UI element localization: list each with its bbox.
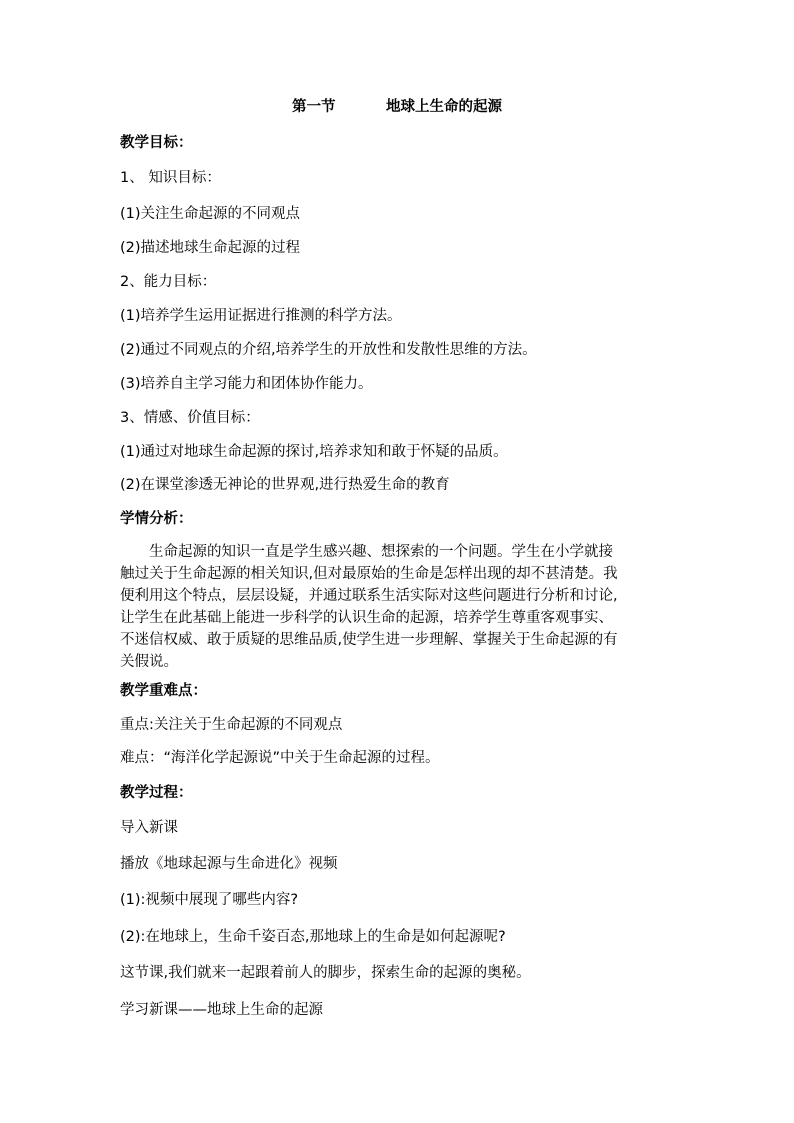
process-line: (1):视频中展现了哪些内容? [120, 892, 299, 908]
emotion-item-1: (1)通过对地球生命起源的探讨,培养求知和敢于怀疑的品质。 [120, 444, 508, 460]
analysis-line: 不迷信权威、敢于质疑的思维品质,使学生进一步理解、掌握关于生命起源的有 [120, 632, 618, 648]
ability-item-3: (3)培养自主学习能力和团体协作能力。 [120, 376, 373, 392]
key-points-heading: 教学重难点： [120, 683, 207, 699]
emotion-goals-heading: 3、情感、价值目标： [120, 410, 260, 426]
ability-item-2: (2)通过不同观点的介绍,培养学生的开放性和发散性思维的方法。 [120, 342, 537, 358]
process-line: (2):在地球上，生命千姿百态,那地球上的生命是如何起源呢? [120, 929, 506, 945]
analysis-line: 便利用这个特点，层层设疑，并通过联系生活实际对这些问题进行分析和讨论, [120, 588, 618, 604]
knowledge-goals-heading: 1、 知识目标： [120, 170, 221, 186]
analysis-line: 关假说。 [120, 654, 178, 670]
process-line: 学习新课——地球上生命的起源 [120, 1002, 323, 1018]
difficult-point: 难点：“海洋化学起源说”中关于生命起源的过程。 [120, 750, 440, 766]
ability-item-1: (1)培养学生运用证据进行推测的科学方法。 [120, 308, 402, 324]
emotion-item-2: (2)在课堂渗透无神论的世界观,进行热爱生命的教育 [120, 477, 450, 493]
process-line: 播放《地球起源与生命进化》视频 [120, 856, 338, 872]
analysis-heading: 学情分析： [120, 511, 193, 527]
analysis-paragraph [120, 541, 678, 673]
process-line: 这节课,我们就来一起跟着前人的脚步，探索生命的起源的奥秘。 [120, 965, 531, 981]
ability-goals-heading: 2、能力目标： [120, 274, 217, 290]
analysis-line: 让学生在此基础上能进一步科学的认识生命的起源，培养学生尊重客观事实、 [120, 610, 613, 626]
process-heading: 教学过程： [120, 785, 193, 801]
knowledge-item-1: (1)关注生命起源的不同观点 [120, 206, 301, 222]
document-title: 第一节 地球上生命的起源 [292, 99, 502, 115]
analysis-line: 生命起源的知识一直是学生感兴趣、想探索的一个问题。学生在小学就接 [120, 544, 613, 560]
analysis-line: 触过关于生命起源的相关知识,但对最原始的生命是怎样出现的却不甚清楚。我 [120, 566, 618, 582]
knowledge-item-2: (2)描述地球生命起源的过程 [120, 240, 301, 256]
key-point: 重点:关注关于生命起源的不同观点 [120, 717, 343, 733]
process-line: 导入新课 [120, 820, 178, 836]
goals-heading: 教学目标： [120, 135, 193, 151]
